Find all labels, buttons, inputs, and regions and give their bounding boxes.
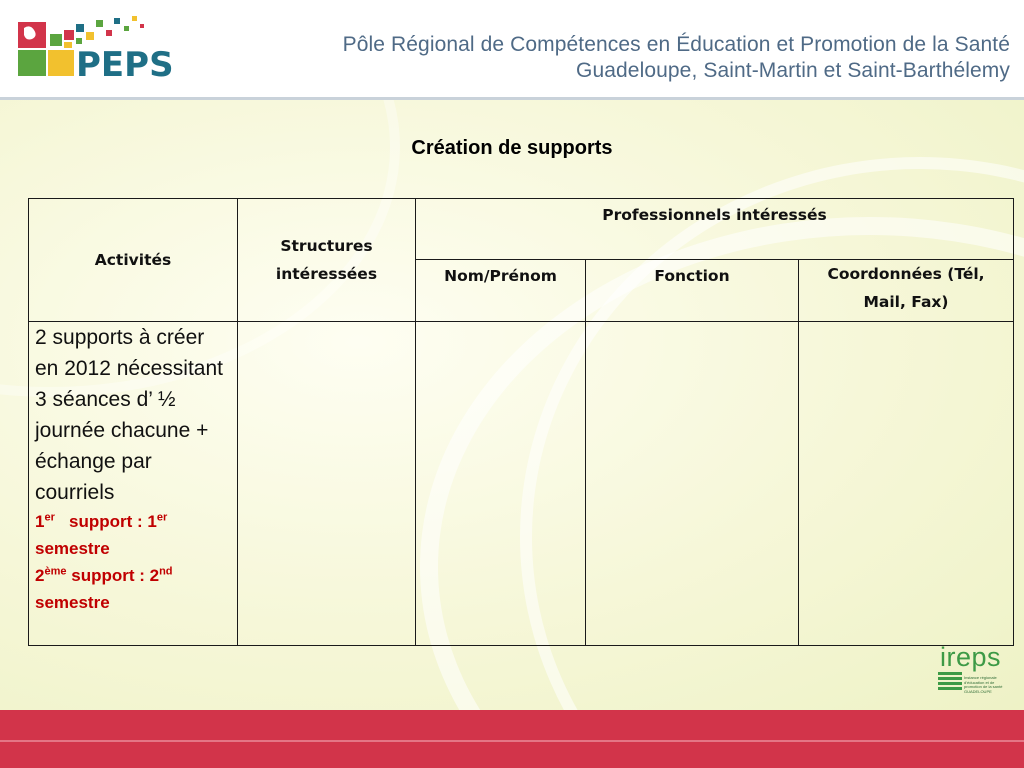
peps-logo-text: PEPS — [76, 45, 174, 82]
cell-fonction — [586, 322, 799, 646]
header-activites: Activités — [29, 199, 238, 322]
activity-description: 2 supports à créer en 2012 nécessitant 3 séances d’ ½ journée chacune + échange par courriels — [35, 326, 223, 504]
header-fonction: Fonction — [586, 260, 799, 322]
table-row — [29, 322, 1014, 646]
support-1-schedule: 1er support : 1er semestre — [35, 511, 168, 558]
header-title-line2: Guadeloupe, Saint-Martin et Saint-Barthélemy — [576, 59, 1010, 82]
cell-structures — [238, 322, 416, 646]
header-coordonnees: Coordonnées (Tél, Mail, Fax) — [799, 260, 1014, 322]
cell-coordonnees — [799, 322, 1014, 646]
support-table — [28, 198, 1014, 646]
cell-activity — [29, 322, 238, 646]
header-title — [343, 32, 1010, 84]
header-structures: Structures intéressées — [238, 199, 416, 322]
cell-nom-prenom — [416, 322, 586, 646]
header-professionnels: Professionnels intéressés — [416, 199, 1014, 260]
header-nom-prenom: Nom/Prénom — [416, 260, 586, 322]
footer-band-top — [0, 710, 1024, 740]
support-2-schedule: 2ème support : 2nd semestre — [35, 565, 173, 612]
header-title-line1: Pôle Régional de Compétences en Éducation et Promotion de la Santé — [342, 33, 1010, 56]
header-divider — [0, 97, 1024, 100]
slide-header — [0, 0, 1024, 97]
peps-logo — [16, 10, 216, 82]
page-title: Création de supports — [411, 137, 613, 159]
ireps-logo — [936, 642, 1012, 698]
ireps-stripes-icon — [938, 672, 962, 692]
ireps-tagline: Instance régionale d'éducation et de promotion de la santé GUADELOUPE — [964, 675, 1003, 694]
ireps-logo-text: ireps — [940, 642, 1002, 672]
footer-band-bottom — [0, 742, 1024, 768]
